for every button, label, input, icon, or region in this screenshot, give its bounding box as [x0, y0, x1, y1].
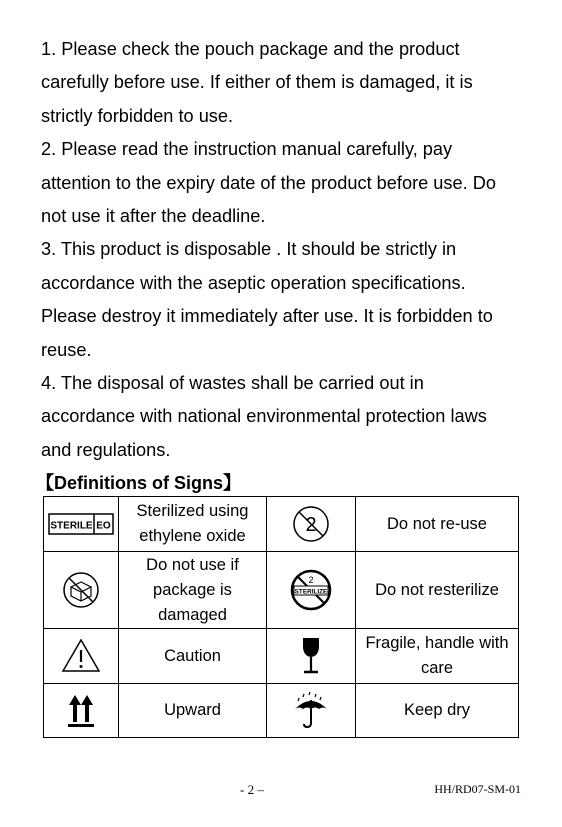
sign-label: Caution: [119, 629, 267, 684]
do-not-reuse-icon: [292, 505, 330, 543]
signs-table: [43, 496, 519, 738]
sign-cell: [267, 629, 356, 684]
document-code: HH/RD07-SM-01: [434, 782, 521, 796]
sign-label: Do not re-use: [356, 497, 519, 552]
table-row: [44, 552, 519, 629]
sterile-eo-icon: [48, 513, 114, 535]
do-not-resterilize-icon: [289, 568, 333, 612]
sign-cell: [267, 552, 356, 629]
upward-icon: [66, 693, 96, 729]
eo-icon-text: EO: [96, 520, 111, 532]
resterilize-icon-text: STERILIZE: [294, 588, 328, 596]
fragile-icon: [299, 636, 323, 676]
table-row: [44, 684, 519, 738]
sterile-icon-text: STERILE: [50, 520, 93, 532]
paragraph-2: 2. Please read the instruction manual carefully, pay attention to the expiry date of the product before use. Do not use it after the deadline.: [41, 139, 496, 227]
reuse-icon-text: 2: [305, 514, 317, 536]
sign-cell: [44, 629, 119, 684]
sign-cell: [44, 552, 119, 629]
table-row: [44, 629, 519, 684]
svg-text:2: 2: [308, 575, 314, 585]
sign-label: Upward: [119, 684, 267, 738]
paragraph-1: 1. Please check the pouch package and the product carefully before use. If either of them is damaged, it is strictly forbidden to use.: [41, 39, 473, 126]
sign-cell: [44, 684, 119, 738]
sign-label: Sterilized using ethylene oxide: [119, 497, 267, 552]
sign-cell: [267, 497, 356, 552]
sign-cell: [267, 684, 356, 738]
paragraph-4: 4. The disposal of wastes shall be carried out in accordance with national environmental protection laws and regulations.: [41, 373, 487, 460]
page-number: - 2 –: [240, 782, 264, 797]
sign-label: Fragile, handle with care: [356, 629, 519, 684]
sign-label: Keep dry: [356, 684, 519, 738]
keep-dry-icon: [291, 691, 331, 731]
sign-label: Do not resterilize: [356, 552, 519, 629]
instructions: [41, 33, 531, 467]
sign-label: Do not use if package is damaged: [119, 552, 267, 629]
do-not-use-if-damaged-icon: [61, 570, 101, 610]
sign-cell: [44, 497, 119, 552]
caution-icon: [61, 638, 101, 674]
paragraph-3: 3. This product is disposable . It should be strictly in accordance with the aseptic operation specifications. Please destroy it immediately after use. It is forbidden to reuse.: [41, 239, 493, 360]
signs-heading: 【Definitions of Signs】: [36, 473, 241, 493]
table-row: [44, 497, 519, 552]
